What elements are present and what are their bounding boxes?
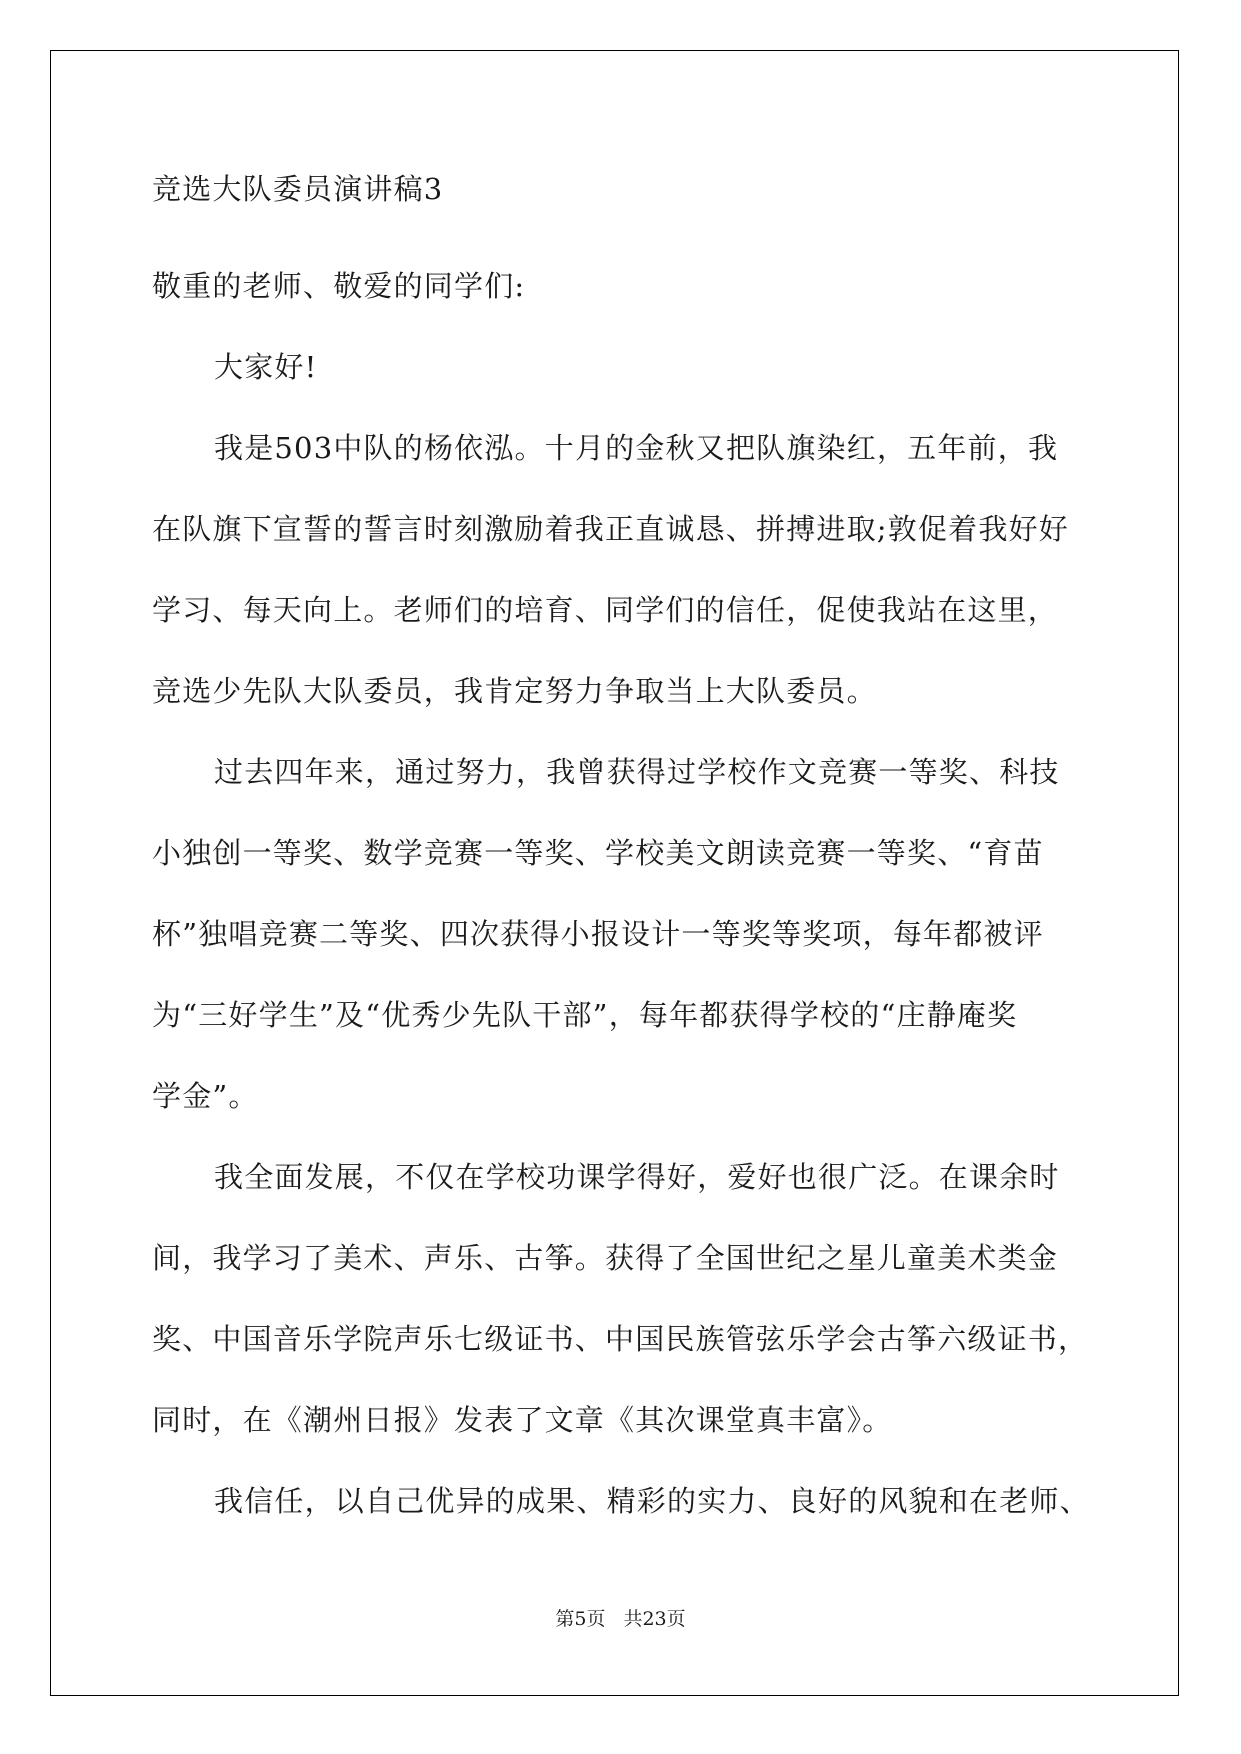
document-title: 竞选大队委员演讲稿3 (152, 172, 444, 206)
paragraph-3-line-2: 间，我学习了美术、声乐、古筝。获得了全国世纪之星儿童美术类金 (152, 1241, 1059, 1275)
greeting: 大家好! (214, 350, 318, 384)
paragraph-3-line-1: 我全面发展，不仅在学校功课学得好，爱好也很广泛。在课余时 (214, 1160, 1060, 1194)
paragraph-2-line-4: 为“三好学生”及“优秀少先队干部”，每年都获得学校的“庄静庵奖 (152, 998, 1018, 1032)
page-total: 共23页 (623, 1608, 686, 1630)
page-number: 第5页 (555, 1608, 606, 1630)
page-footer (0, 1604, 1241, 1631)
document-body (152, 168, 1102, 1542)
paragraph-4-line-1: 我信任，以自己优异的成果、精彩的实力、良好的风貌和在老师、 (214, 1484, 1090, 1518)
salutation: 敬重的老师、敬爱的同学们: (152, 269, 526, 303)
paragraph-1-line-4: 竞选少先队大队委员，我肯定努力争取当上大队委员。 (152, 674, 877, 708)
paragraph-3-line-4: 同时，在《潮州日报》发表了文章《其次课堂真丰富》。 (152, 1403, 893, 1437)
paragraph-2-line-3: 杯”独唱竞赛二等奖、四次获得小报设计一等奖等奖项，每年都被评 (152, 917, 1044, 951)
paragraph-1-line-2: 在队旗下宣誓的誓言时刻激励着我正直诚恳、拼搏进取;敦促着我好好 (152, 512, 1069, 546)
paragraph-2-line-5: 学金”。 (152, 1079, 259, 1113)
paragraph-1-line-3: 学习、每天向上。老师们的培育、同学们的信任，促使我站在这里， (152, 593, 1059, 627)
paragraph-2-line-2: 小独创一等奖、数学竞赛一等奖、学校美文朗读竞赛一等奖、“育苗 (152, 836, 1044, 870)
paragraph-2-line-1: 过去四年来，通过努力，我曾获得过学校作文竞赛一等奖、科技 (214, 755, 1060, 789)
paragraph-1-line-1: 我是503中队的杨依泓。十月的金秋又把队旗染红，五年前，我 (214, 431, 1059, 465)
paragraph-3-line-3: 奖、中国音乐学院声乐七级证书、中国民族管弦乐学会古筝六级证书， (152, 1322, 1089, 1356)
